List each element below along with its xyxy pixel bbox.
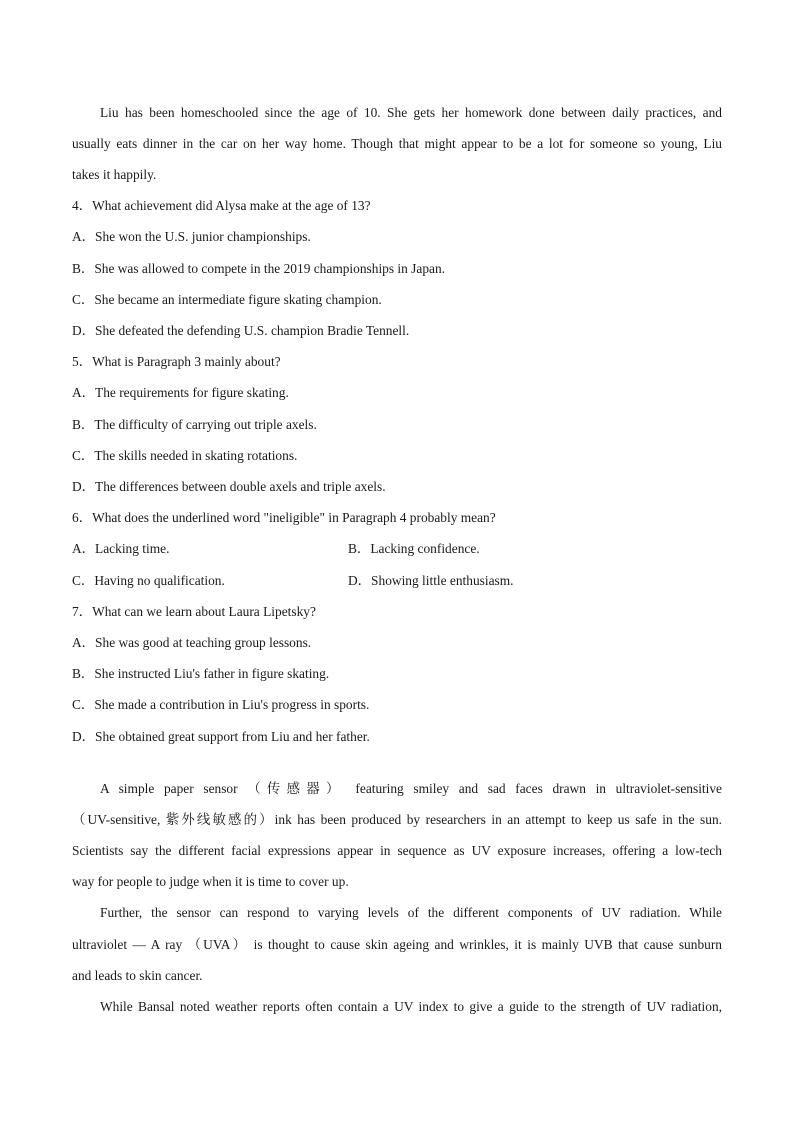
para3-line3: and leads to skin cancer. (72, 968, 203, 983)
question-5-stem: 5．What is Paragraph 3 mainly about? (72, 354, 281, 369)
question-5-option-b: B．The difficulty of carrying out triple axels. (72, 417, 317, 432)
question-4-option-b: B．She was allowed to compete in the 2019 championships in Japan. (72, 261, 446, 276)
question-6-stem: 6．What does the underlined word "ineligible" in Paragraph 4 probably mean? (72, 510, 496, 525)
para4-line1: While Bansal noted weather reports often contain a UV index to give a guide to the strength of UV radiation, (100, 999, 722, 1014)
question-6-option-b: B．Lacking confidence. (348, 541, 480, 556)
question-7-option-b: B．She instructed Liu's father in figure skating. (72, 666, 330, 681)
question-7-option-a: A．She was good at teaching group lessons. (72, 635, 312, 650)
para1-line1: Liu has been homeschooled since the age of 10. She gets her homework done between daily practices, and (100, 105, 722, 120)
question-4-option-d: D．She defeated the defending U.S. champion Bradie Tennell. (72, 323, 410, 338)
question-5-option-d: D．The differences between double axels and triple axels. (72, 479, 386, 494)
question-5-option-c: C．The skills needed in skating rotations. (72, 448, 298, 463)
para1-line3: takes it happily. (72, 167, 157, 182)
para3-line1: Further, the sensor can respond to varying levels of the different components of UV radiation. While (100, 905, 722, 920)
para3-line2: ultraviolet — A ray （UVA） is thought to cause skin ageing and wrinkles, it is mainly UVB that cause sunburn (72, 937, 722, 952)
question-7-stem: 7．What can we learn about Laura Lipetsky? (72, 604, 316, 619)
question-6-option-a: A．Lacking time. (72, 541, 170, 556)
question-6-option-c: C．Having no qualification. (72, 573, 225, 588)
question-7-option-d: D．She obtained great support from Liu and her father. (72, 729, 370, 744)
para2-line4: way for people to judge when it is time to cover up. (72, 874, 349, 889)
question-6-option-d: D．Showing little enthusiasm. (348, 573, 514, 588)
question-4-option-c: C．She became an intermediate figure skating champion. (72, 292, 382, 307)
question-7-option-c: C．She made a contribution in Liu's progress in sports. (72, 697, 370, 712)
para2-line3: Scientists say the different facial expressions appear in sequence as UV exposure increases, offering a low-tech (72, 843, 722, 858)
question-5-option-a: A．The requirements for figure skating. (72, 385, 289, 400)
question-4-stem: 4．What achievement did Alysa make at the age of 13? (72, 198, 371, 213)
para1-line2: usually eats dinner in the car on her way home. Though that might appear to be a lot for someone so young, Liu (72, 136, 722, 151)
para2-line2: （UV-sensitive, 紫外线敏感的）ink has been produced by researchers in an attempt to keep us safe in the sun. (72, 812, 722, 827)
para2-line1: A simple paper sensor （传感器） featuring smiley and sad faces drawn in ultraviolet-sensitive (100, 781, 722, 796)
question-4-option-a: A．She won the U.S. junior championships. (72, 229, 311, 244)
